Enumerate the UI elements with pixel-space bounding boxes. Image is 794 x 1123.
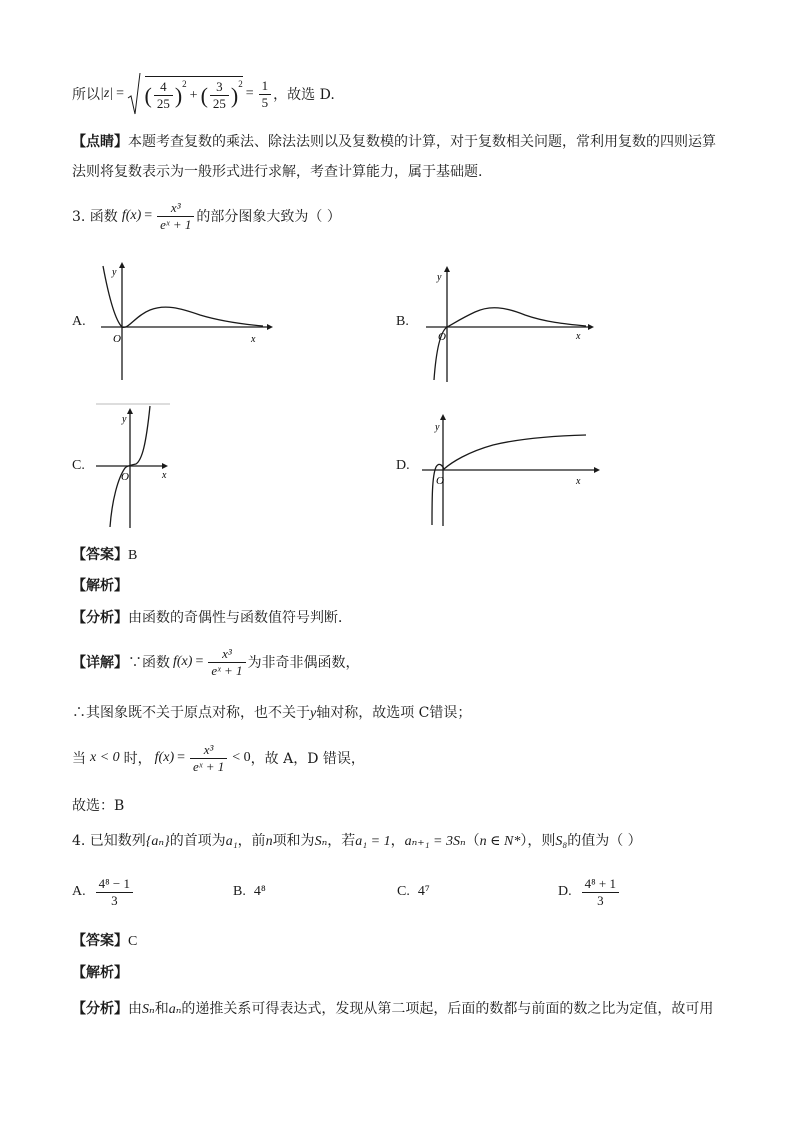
option-a-y-label: y [112,267,117,278]
option-b-graph [420,262,595,384]
q3-num: x³ [157,200,194,217]
q4-option-c-value: 4⁷ [417,884,430,899]
q3-sign-den: eˣ + 1 [193,758,225,774]
option-d-y-label: y [435,422,440,433]
option-a-graph [95,258,275,383]
q4-t4: ，若 [327,833,356,849]
q3-sign-mid: 时， [123,751,152,767]
question-4 [72,830,642,850]
q3-choose-text: 故选：B [72,798,125,814]
q3-sign-pre: 当 [72,751,86,767]
q4-a1: a₁ [225,834,238,849]
exp2: 2 [238,79,243,89]
q4-answer-value: C [128,934,138,949]
q3-sign-post: ，故 A，D 错误， [250,751,365,767]
q3-symmetry-text: ∴其图象既不关于原点对称，也不关于 [72,705,310,721]
q4-option-a [72,872,135,912]
q4-option-b-label: B. [233,884,246,899]
option-d-label: D. [396,458,410,473]
option-c-x-label: x [162,470,167,481]
q3-choose-line [72,795,124,815]
q4-fenxi-an: aₙ [168,1002,182,1017]
q4-answer-tag: 【答案】 [72,933,128,949]
exp1: 2 [182,79,187,89]
q3-xiangjie-pre: ∵函数 [128,655,170,671]
q4-n: n [265,834,273,849]
q4-t7: ），则 [520,833,556,849]
q4-t2: ，前 [237,833,266,849]
q4-fenxi-sn: Sₙ [142,1002,155,1017]
q3-fenxi-tag: 【分析】 [72,610,128,626]
dianjing-line-2 [72,161,482,181]
q4-option-a-den: 3 [111,892,118,908]
dianjing-text-2: 法则将复数表示为一般形式进行求解，考查计算能力，属于基础题. [72,164,483,180]
q3-xiangjie-line [72,642,360,682]
option-a-origin: O [113,333,121,345]
option-b-x-label: x [576,331,581,342]
q4-cond3: n ∈ N* [479,834,521,849]
q4-fenxi-pre: 由 [128,1001,142,1017]
q3-symmetry-line [72,702,471,722]
q4-option-d-num: 4⁸ + 1 [582,876,619,893]
frac1-num: 4 [154,79,173,96]
q4-cond2: aₙ₊₁ = 3Sₙ [404,834,466,849]
option-b-label: B. [396,314,409,329]
modulus-line [72,72,335,116]
q4-option-d-label: D. [558,884,572,899]
q4-t5: ， [390,833,405,849]
option-c-label: C. [72,458,85,473]
frac1-den: 25 [156,96,170,111]
q3-jiexi-line [72,575,128,595]
plus-sign: + [189,87,198,103]
q3-fx: f(x) [121,208,142,223]
q3-sign-cond: x < 0 [90,750,120,765]
q4-pre: 4. 已知数列 [72,833,146,849]
q4-t8: 的值为（ ） [567,833,642,849]
frac3-den: 5 [261,94,269,110]
q4-option-a-num: 4⁸ − 1 [96,876,133,893]
modulus-absz: |z| [100,86,114,101]
q4-option-c-label: C. [397,884,410,899]
option-d-graph [418,410,603,528]
dianjing-text-1: 本题考查复数的乘法、除法法则以及复数模的计算，对于复数相关问题，常利用复数的四则运算 [128,134,716,150]
q3-xiangjie-eq: = [195,654,204,669]
option-b-origin: O [438,331,446,343]
option-b-y-label: y [437,272,442,283]
q4-option-b-value: 4⁸ [253,884,266,899]
frac2-num: 3 [210,79,229,96]
q4-t6: （ [465,833,480,849]
question-3 [72,196,341,236]
q3-answer-value: B [128,548,138,563]
q4-answer-line [72,930,137,950]
q4-t1: 的首项为 [169,833,226,849]
equals-sign: = [116,86,125,101]
modulus-suffix: ，故选 D. [273,87,335,103]
q3-xiangjie-den: eˣ + 1 [211,662,243,678]
q4-option-b [233,872,266,912]
dianjing-line-1 [72,131,716,151]
radical-sign [127,72,141,116]
q4-s8: S₈ [555,834,568,849]
q3-answer-tag: 【答案】 [72,547,128,563]
q3-xiangjie-post: 为非奇非偶函数， [247,655,360,671]
option-d-origin: O [436,475,444,487]
q3-xiangjie-fx: f(x) [173,654,193,669]
option-a-label: A. [72,314,86,329]
q3-answer-line [72,544,137,564]
q3-sign-num: x³ [190,742,227,759]
q4-option-d [558,872,621,912]
q3-number: 3. 函数 [72,209,118,225]
q3-sign-fx: f(x) [154,750,175,765]
option-c-y-label: y [122,414,127,425]
option-d-x-label: x [576,476,581,487]
q4-option-d-den: 3 [597,892,604,908]
frac2-den: 25 [212,96,226,111]
frac3-num: 1 [259,78,272,95]
q4-option-c [397,872,430,912]
q3-xiangjie-num: x³ [208,646,245,663]
q3-symmetry-post: 轴对称，故选项 C错误； [316,705,472,721]
q4-fenxi-post: 的递推关系可得表达式，发现从第二项起，后面的数都与前面的数之比为定值，故可用 [181,1001,714,1017]
q3-sign-ineq: < 0 [232,750,251,765]
q4-seq: {aₙ} [145,834,170,849]
q4-jiexi-line [72,962,128,982]
q3-sign-line [72,738,365,778]
q4-option-a-label: A. [72,884,86,899]
modulus-prefix: 所以 [72,87,100,103]
q3-jiexi-tag: 【解析】 [72,578,128,594]
q3-fenxi-text: 由函数的奇偶性与函数值符号判断． [128,610,352,626]
option-a-x-label: x [251,334,256,345]
q3-xiangjie-tag: 【详解】 [72,655,128,671]
q4-fenxi-line [72,998,713,1018]
q3-sign-eq: = [177,750,186,765]
option-c-origin: O [121,471,129,483]
q3-fenxi-line [72,607,352,627]
q4-jiexi-tag: 【解析】 [72,965,128,981]
q4-fenxi-and: 和 [154,1001,169,1017]
q3-symmetry-y: y [310,706,317,721]
q4-cond1: a₁ = 1 [355,834,391,849]
q4-fenxi-tag: 【分析】 [72,1001,128,1017]
q3-den: eˣ + 1 [160,216,192,232]
q3-eq: = [144,208,153,223]
q4-sn: Sₙ [314,834,328,849]
sqrt-expression: ( $\frac{4}{25}$ ) $^2$ + ( $\frac{3}{25}$ ) $^2$ [127,72,243,116]
dianjing-tag: 【点睛】 [72,134,128,150]
q4-t3: 项和为 [272,833,315,849]
q3-tail: 的部分图象大致为（ ） [196,209,341,225]
equals-sign-2: = [245,86,254,101]
option-c-graph [92,400,182,530]
